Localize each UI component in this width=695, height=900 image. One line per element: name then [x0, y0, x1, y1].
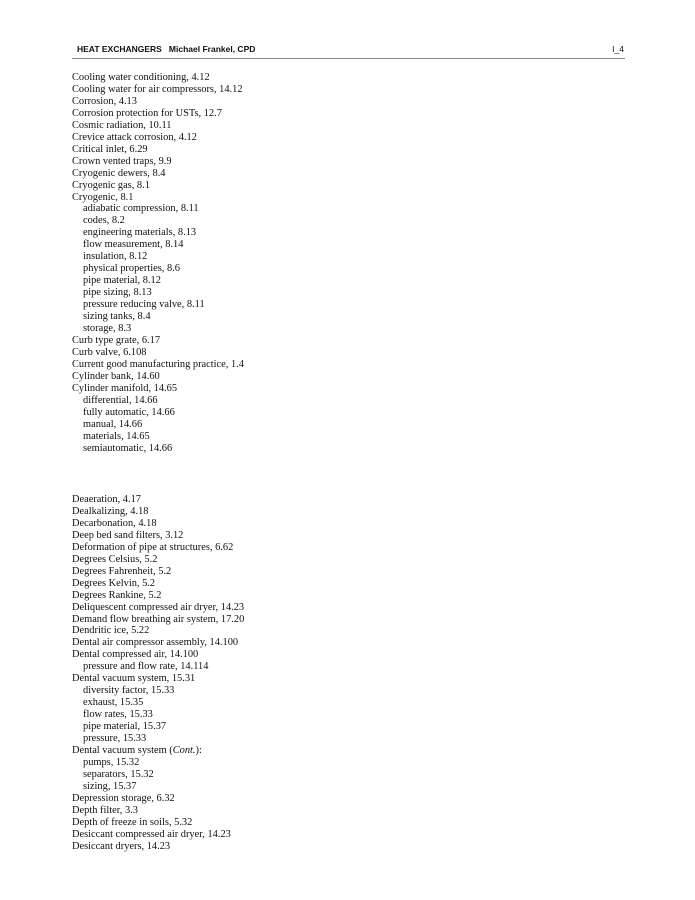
index-entry-text: Degrees Celsius, 5.2	[72, 553, 158, 565]
index-entry	[72, 72, 472, 84]
index-entry-text: separators, 15.32	[83, 768, 154, 780]
index-entry-text: Depth filter, 3.3	[72, 804, 138, 816]
index-entry	[72, 578, 472, 590]
index-subentry	[72, 709, 472, 721]
index-entry-text: Dendritic ice, 5.22	[72, 625, 150, 637]
index-entry	[72, 625, 472, 637]
index-entry	[72, 120, 472, 132]
index-entry-text: Deaeration, 4.17	[72, 494, 141, 505]
index-entry-text: Curb valve, 6.108	[72, 346, 147, 358]
index-entry	[72, 156, 472, 168]
index-subentry	[72, 443, 472, 455]
index-entry-text: pipe sizing, 8.13	[83, 287, 152, 299]
index-entry-text: Corrosion, 4.13	[72, 95, 137, 107]
index-subentry	[72, 661, 472, 673]
page-number: I_4	[612, 44, 624, 54]
header-rule	[72, 58, 625, 59]
index-entry-italic: Cont.	[172, 745, 196, 757]
index-entry-text: flow measurement, 8.14	[83, 239, 184, 251]
index-entry	[72, 347, 472, 359]
index-entry-text: exhaust, 15.35	[83, 697, 144, 709]
index-subentry	[72, 697, 472, 709]
index-entry-text: manual, 14.66	[83, 418, 143, 430]
index-subentry	[72, 757, 472, 769]
index-subentry	[72, 769, 472, 781]
index-entry	[72, 335, 472, 347]
index-entry	[72, 192, 472, 204]
index-entry-text: Cooling water for air compressors, 14.12	[72, 83, 243, 95]
index-entry-text: materials, 14.65	[83, 430, 150, 442]
index-entry-text: Dental air compressor assembly, 14.100	[72, 637, 239, 649]
index-entry	[72, 649, 472, 661]
index-entry	[72, 359, 472, 371]
index-entry-text: pressure and flow rate, 14.114	[83, 661, 209, 673]
index-entry-text: sizing tanks, 8.4	[83, 311, 151, 323]
index-subentry	[72, 721, 472, 733]
index-entry-text: Crown vented traps, 9.9	[72, 155, 172, 167]
index-entry-suffix: ):	[195, 745, 202, 757]
header-title: HEAT EXCHANGERS Michael Frankel, CPD	[77, 44, 256, 54]
index-entry-text: Demand flow breathing air system, 17.20	[72, 613, 245, 625]
index-entry	[72, 180, 472, 192]
index-list-d	[72, 494, 472, 853]
index-subentry	[72, 299, 472, 311]
index-entry-text: diversity factor, 15.33	[83, 685, 175, 697]
index-entry-text: Dental vacuum system, 15.31	[72, 673, 196, 685]
index-entry	[72, 132, 472, 144]
index-entry	[72, 494, 472, 506]
index-entry-text: Cryogenic gas, 8.1	[72, 179, 150, 191]
index-entry	[72, 144, 472, 156]
index-entry-text: Decarbonation, 4.18	[72, 517, 157, 529]
index-entry-text: fully automatic, 14.66	[83, 406, 175, 418]
index-entry-text: Degrees Kelvin, 5.2	[72, 577, 156, 589]
index-entry-text: Current good manufacturing practice, 1.4	[72, 358, 244, 370]
index-entry-text: pumps, 15.32	[83, 756, 140, 768]
index-entry-text: Cryogenic, 8.1	[72, 191, 134, 203]
index-entry-text: Dental vacuum system (	[72, 745, 173, 757]
index-entry	[72, 614, 472, 626]
index-entry	[72, 829, 472, 841]
index-entry-text: Dental compressed air, 14.100	[72, 649, 199, 661]
index-subentry	[72, 311, 472, 323]
index-subentry	[72, 215, 472, 227]
index-entry-text: Deformation of pipe at structures, 6.62	[72, 541, 234, 553]
index-subentry	[72, 287, 472, 299]
index-entry-text: Depression storage, 6.32	[72, 792, 175, 804]
index-entry	[72, 84, 472, 96]
index-subentry	[72, 239, 472, 251]
index-entry-text: Cylinder bank, 14.60	[72, 370, 160, 382]
index-entry-text: Cosmic radiation, 10.11	[72, 119, 172, 131]
index-entry-text: Cryogenic dewers, 8.4	[72, 167, 166, 179]
index-entry-text: semiautomatic, 14.66	[83, 442, 173, 454]
index-list-c	[72, 72, 472, 455]
index-entry-text: Dealkalizing, 4.18	[72, 505, 149, 517]
index-entry-text: Curb type grate, 6.17	[72, 334, 161, 346]
index-entry-text: Cylinder manifold, 14.65	[72, 382, 178, 394]
index-subentry	[72, 395, 472, 407]
index-entry-text: Deliquescent compressed air dryer, 14.23	[72, 601, 245, 613]
index-entry	[72, 518, 472, 530]
index-entry-text: Degrees Fahrenheit, 5.2	[72, 565, 172, 577]
index-entry-text: Desiccant dryers, 14.23	[72, 840, 171, 852]
index-entry-text: Critical inlet, 6.29	[72, 143, 148, 155]
index-entry	[72, 805, 472, 817]
index-entry-text: Depth of freeze in soils, 5.32	[72, 816, 193, 828]
index-subentry	[72, 733, 472, 745]
index-entry-text: pipe material, 15.37	[83, 721, 167, 733]
index-entry-text: Cooling water conditioning, 4.12	[72, 72, 210, 83]
running-header	[77, 44, 624, 58]
index-subentry	[72, 251, 472, 263]
index-subentry	[72, 407, 472, 419]
index-entry	[72, 542, 472, 554]
index-subentry	[72, 275, 472, 287]
index-entry	[72, 673, 472, 685]
index-entry	[72, 168, 472, 180]
index-entry-text: differential, 14.66	[83, 394, 158, 406]
index-entry	[72, 841, 472, 853]
index-entry-text: Desiccant compressed air dryer, 14.23	[72, 828, 231, 840]
index-entry	[72, 817, 472, 829]
index-entry	[72, 371, 472, 383]
index-entry	[72, 637, 472, 649]
index-entry-text: adiabatic compression, 8.11	[83, 203, 199, 215]
index-entry	[72, 793, 472, 805]
index-entry-text: pressure, 15.33	[83, 733, 147, 745]
index-entry-text: insulation, 8.12	[83, 251, 148, 263]
index-entry	[72, 96, 472, 108]
index-entry-text: physical properties, 8.6	[83, 263, 180, 275]
index-subentry	[72, 323, 472, 335]
index-entry	[72, 530, 472, 542]
index-entry	[72, 566, 472, 578]
index-subentry	[72, 203, 472, 215]
index-entry-text: flow rates, 15.33	[83, 709, 153, 721]
index-subentry	[72, 227, 472, 239]
index-entry-text: codes, 8.2	[83, 215, 125, 227]
index-entry-text: pressure reducing valve, 8.11	[83, 299, 205, 311]
index-entry	[72, 590, 472, 602]
index-entry	[72, 554, 472, 566]
index-entry-text: engineering materials, 8.13	[83, 227, 197, 239]
index-entry	[72, 745, 472, 757]
index-subentry	[72, 419, 472, 431]
index-entry-text: Deep bed sand filters, 3.12	[72, 529, 184, 541]
index-entry-text: Degrees Rankine, 5.2	[72, 589, 162, 601]
index-entry-text: pipe material, 8.12	[83, 275, 161, 287]
index-entry-text: Corrosion protection for USTs, 12.7	[72, 107, 222, 119]
index-entry-text: Crevice attack corrosion, 4.12	[72, 131, 197, 143]
index-entry-text: sizing, 15.37	[83, 780, 137, 792]
index-entry-text: storage, 8.3	[83, 323, 132, 335]
index-entry	[72, 602, 472, 614]
index-entry	[72, 108, 472, 120]
index-entry	[72, 383, 472, 395]
index-subentry	[72, 781, 472, 793]
index-subentry	[72, 431, 472, 443]
index-subentry	[72, 263, 472, 275]
index-subentry	[72, 685, 472, 697]
index-entry	[72, 506, 472, 518]
